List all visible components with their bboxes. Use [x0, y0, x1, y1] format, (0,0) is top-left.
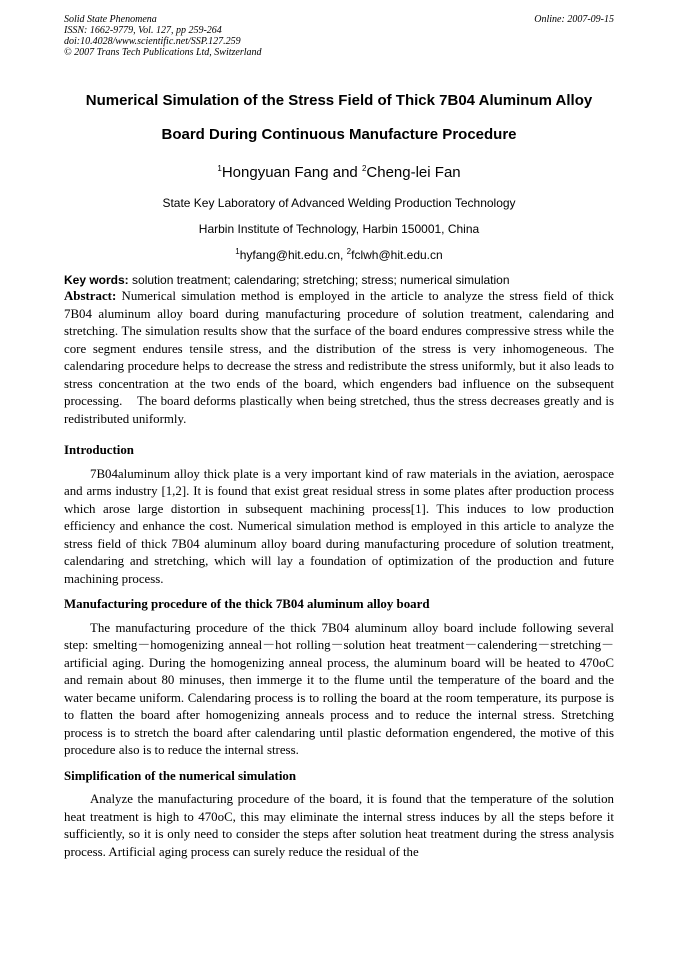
keywords-text: solution treatment; calendaring; stretching; stress; numerical simulation [128, 273, 510, 287]
author1-name: Hongyuan Fang [221, 164, 329, 181]
affiliation-line-1: State Key Laboratory of Advanced Welding Production Technology [162, 196, 516, 210]
journal-name: Solid State Phenomena [64, 14, 157, 25]
email2-link[interactable]: fclwh@hit.edu.cn [351, 248, 443, 262]
section-heading-simplification: Simplification of the numerical simulation [64, 768, 297, 783]
abstract-label: Abstract: [64, 289, 117, 303]
journal-header [64, 14, 614, 58]
author2-superscript: 2 [361, 164, 367, 173]
title-line-1: Numerical Simulation of the Stress Field of Thick 7B04 Aluminum Alloy [85, 92, 593, 109]
copyright-line: © 2007 Trans Tech Publications Ltd, Switzerland [64, 47, 262, 58]
section-text-simplification: Analyze the manufacturing procedure of the board, it is found that the temperature of the solution heat treatment is high to 470oC, this may eliminate the internal stress induces by all the steps before it sufficiently, so it is only need to consider the steps after solution heat treatment during the stress analysis process. Artificial aging process can surely reduce the residual of the [64, 792, 614, 859]
section-text-manufacturing: The manufacturing procedure of the thick 7B04 aluminum alloy board include following several step: smelting－homogenizing anneal－hot rolling－solution heat treatment－calendering－stretching－artificial aging. During the homogenizing anneal process, the aluminum board will be heated to 470oC and remain about 80 minuses, then immerge it to the flume until the temperature of the board and the water became uniform. Calendaring process is to rolling the board at the room temperature, its purpose is to flatten the board after homogenizing anneals process and to reduce the internal stress. Stretching process is to stretch the board after calendaring until plastic deformation engendered, the motive of this procedure also is to reduce the internal stress. [64, 620, 614, 757]
issn-line: ISSN: 1662-9779, Vol. 127, pp 259-264 [64, 25, 222, 36]
author-conjunction: and [328, 164, 362, 181]
abstract [64, 288, 618, 428]
email-line [64, 242, 614, 268]
doi-line: doi:10.4028/www.scientific.net/SSP.127.259 [64, 36, 241, 47]
email1-superscript: 1 [235, 247, 240, 256]
author2-name: Cheng-lei Fan [366, 164, 461, 181]
email2-superscript: 2 [346, 247, 352, 256]
section-text-introduction: 7B04aluminum alloy thick plate is a very important kind of raw materials in the aviation, aerospace and arms industry [1,2]. It is found that exist great residual stress in some plates after production process which arose large distortion in subsequent machining process[1]. This induces to low production efficiency and enhance the cost. Numerical simulation method is employed in this article to analyze the stress field of thick 7B04 aluminum alloy board during manufacturing procedure of solution treatment, calendaring and stretching, which will lay a foundation of optimization of the production and future machining process. [64, 466, 614, 586]
section-heading-manufacturing: Manufacturing procedure of the thick 7B04 aluminum alloy board [64, 597, 430, 611]
affiliation-line-2: Harbin Institute of Technology, Harbin 150001, China [198, 222, 480, 236]
email1-link[interactable]: hyfang@hit.edu.cn, [239, 248, 347, 262]
affiliation-block [64, 190, 614, 268]
abstract-text: Numerical simulation method is employed in the article to analyze the stress field of thick 7B04 aluminum alloy board during manufacturing procedure of solution treatment, calendaring and stretching. The simulation results show that the surface of the board endures compressive stress while the core segment endures tensile stress, and the distribution of the stress is very inhomogeneous. The calendaring procedure helps to decrease the stress and redistribute the stress uniformly, but it also leads to stress concentration at the two ends of the board, which engenders bad influence on the subsequent processing. The board deforms plastically when being stretched, thus the stress decreases greatly and is redistributed uniformly. [64, 289, 618, 426]
paper-title [64, 84, 614, 152]
keywords-label: Key words: [64, 273, 129, 287]
author1-superscript: 1 [217, 164, 222, 173]
author-list [64, 162, 614, 184]
section-heading-introduction: Introduction [64, 443, 134, 457]
paper-page [64, 14, 618, 861]
title-line-2: Board During Continuous Manufacture Procedure [161, 126, 517, 143]
keywords [64, 272, 614, 288]
online-date: Online: 2007-09-15 [534, 14, 614, 25]
